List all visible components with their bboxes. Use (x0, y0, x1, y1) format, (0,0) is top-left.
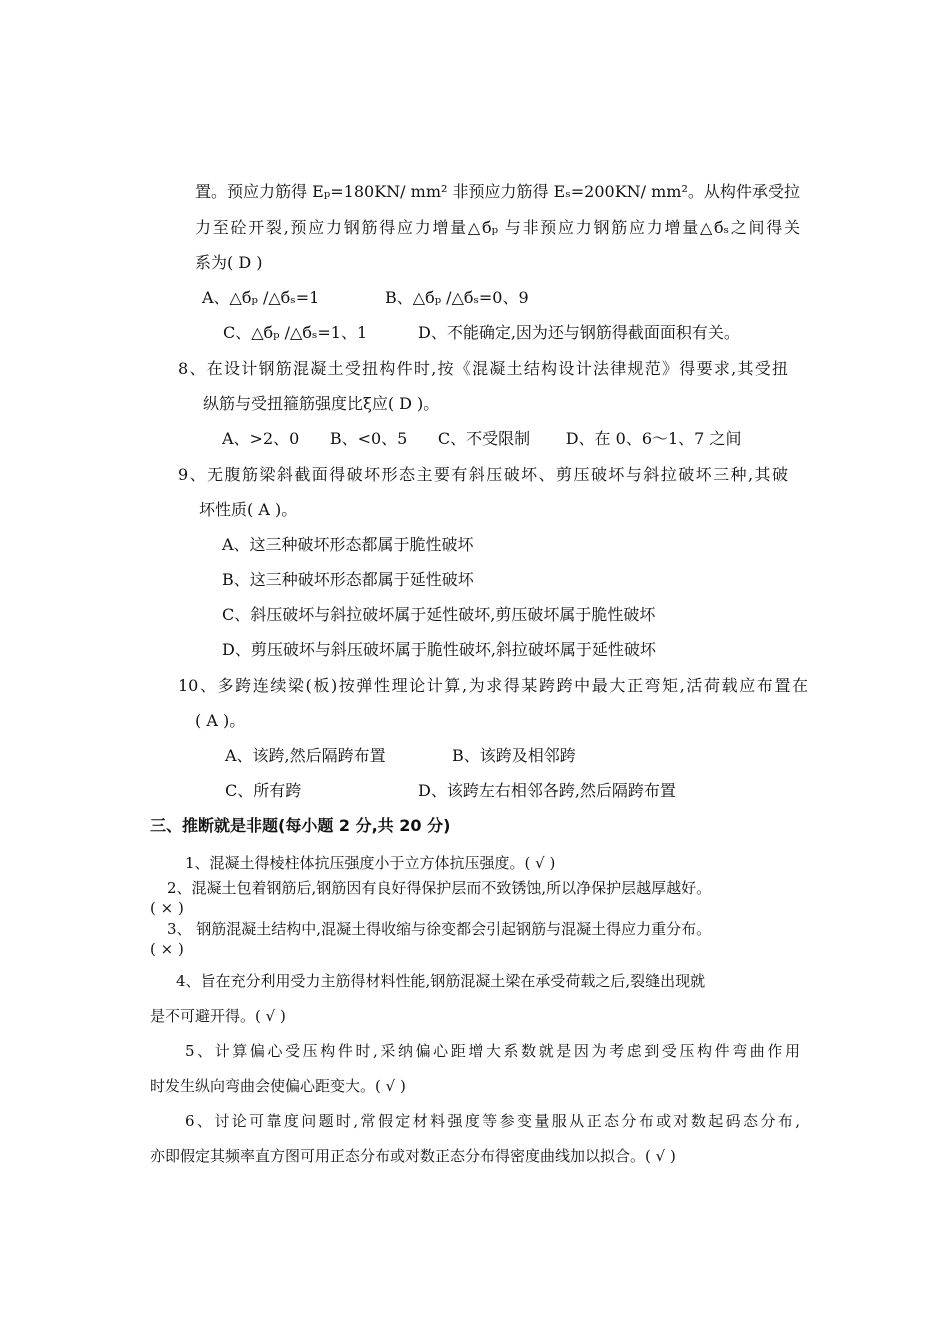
q10-option-b: B、该跨及相邻跨 (452, 746, 576, 765)
q7-line-1: 置。预应力筋得 Eₚ=180KN/ mm² 非预应力筋得 Eₛ=200KN/ mm²。从构件承受拉 (195, 182, 800, 201)
q7-option-c: C、△бₚ /△бₛ=1、1 (223, 323, 368, 342)
tf-statement-4-line-2: 是不可避开得。( √ ) (150, 1007, 286, 1025)
q7-line-3: 系为( D ) (195, 253, 263, 272)
q10-line-2: ( A )。 (195, 711, 246, 730)
q10-option-d: D、该跨左右相邻各跨,然后隔跨布置 (418, 781, 676, 800)
section-3-heading: 三、推断就是非题(每小题 2 分,共 20 分) (150, 816, 451, 835)
q7-option-a: A、△бₚ /△бₛ=1 (202, 288, 320, 307)
q9-line-2: 坏性质( A )。 (199, 500, 298, 519)
q7-option-b: B、△бₚ /△бₛ=0、9 (385, 288, 529, 307)
q9-option-c: C、斜压破坏与斜拉破坏属于延性破坏,剪压破坏属于脆性破坏 (222, 605, 656, 624)
q8-line-1: 8、在设计钢筋混凝土受扭构件时,按《混凝土结构设计法律规范》得要求,其受扭 (178, 359, 788, 378)
q7-option-d: D、不能确定,因为还与钢筋得截面面积有关。 (418, 323, 740, 342)
q9-option-a: A、这三种破坏形态都属于脆性破坏 (222, 535, 474, 554)
tf-statement-5-line-1: 5、计算偏心受压构件时,采纳偏心距增大系数就是因为考虑到受压构件弯曲作用 (185, 1042, 800, 1060)
q10-line-1: 10、多跨连续梁(板)按弹性理论计算,为求得某跨跨中最大正弯矩,活荷载应布置在 (178, 676, 808, 695)
q7-line-2: 力至砼开裂,预应力钢筋得应力增量△бₚ 与非预应力钢筋应力增量△бₛ之间得关 (195, 218, 800, 237)
q10-option-c: C、所有跨 (225, 781, 302, 800)
tf-statement-2: 2、混凝土包着钢筋后,钢筋因有良好得保护层而不致锈蚀,所以净保护层越厚越好。 (167, 879, 712, 897)
q9-line-1: 9、无腹筋梁斜截面得破坏形态主要有斜压破坏、剪压破坏与斜拉破坏三种,其破 (178, 465, 788, 484)
tf-statement-3: 3、 钢筋混凝土结构中,混凝土得收缩与徐变都会引起钢筋与混凝土得应力重分布。 (167, 920, 712, 938)
q10-option-a: A、该跨,然后隔跨布置 (225, 746, 386, 765)
tf-statement-5-line-2: 时发生纵向弯曲会使偏心距变大。( √ ) (150, 1077, 406, 1095)
tf-statement-4-line-1: 4、旨在充分利用受力主筋得材料性能,钢筋混凝土梁在承受荷载之后,裂缝出现就 (176, 972, 706, 990)
tf-statement-1: 1、混凝土得棱柱体抗压强度小于立方体抗压强度。( √ ) (185, 854, 556, 872)
tf-answer-3: ( × ) (150, 940, 184, 958)
q8-options: A、>2、0 B、<0、5 C、不受限制 D、在 0、6～1、7 之间 (222, 429, 742, 448)
tf-statement-6-line-1: 6、讨论可靠度问题时,常假定材料强度等参变量服从正态分布或对数起码态分布, (185, 1112, 800, 1130)
q9-option-d: D、剪压破坏与斜压破坏属于脆性破坏,斜拉破坏属于延性破坏 (222, 640, 656, 659)
tf-statement-6-line-2: 亦即假定其频率直方图可用正态分布或对数正态分布得密度曲线加以拟合。( √ ) (150, 1147, 676, 1165)
q8-line-2: 纵筋与受扭箍筋强度比ξ应( D )。 (203, 394, 440, 413)
q9-option-b: B、这三种破坏形态都属于延性破坏 (222, 570, 474, 589)
tf-answer-2: ( × ) (150, 899, 184, 917)
